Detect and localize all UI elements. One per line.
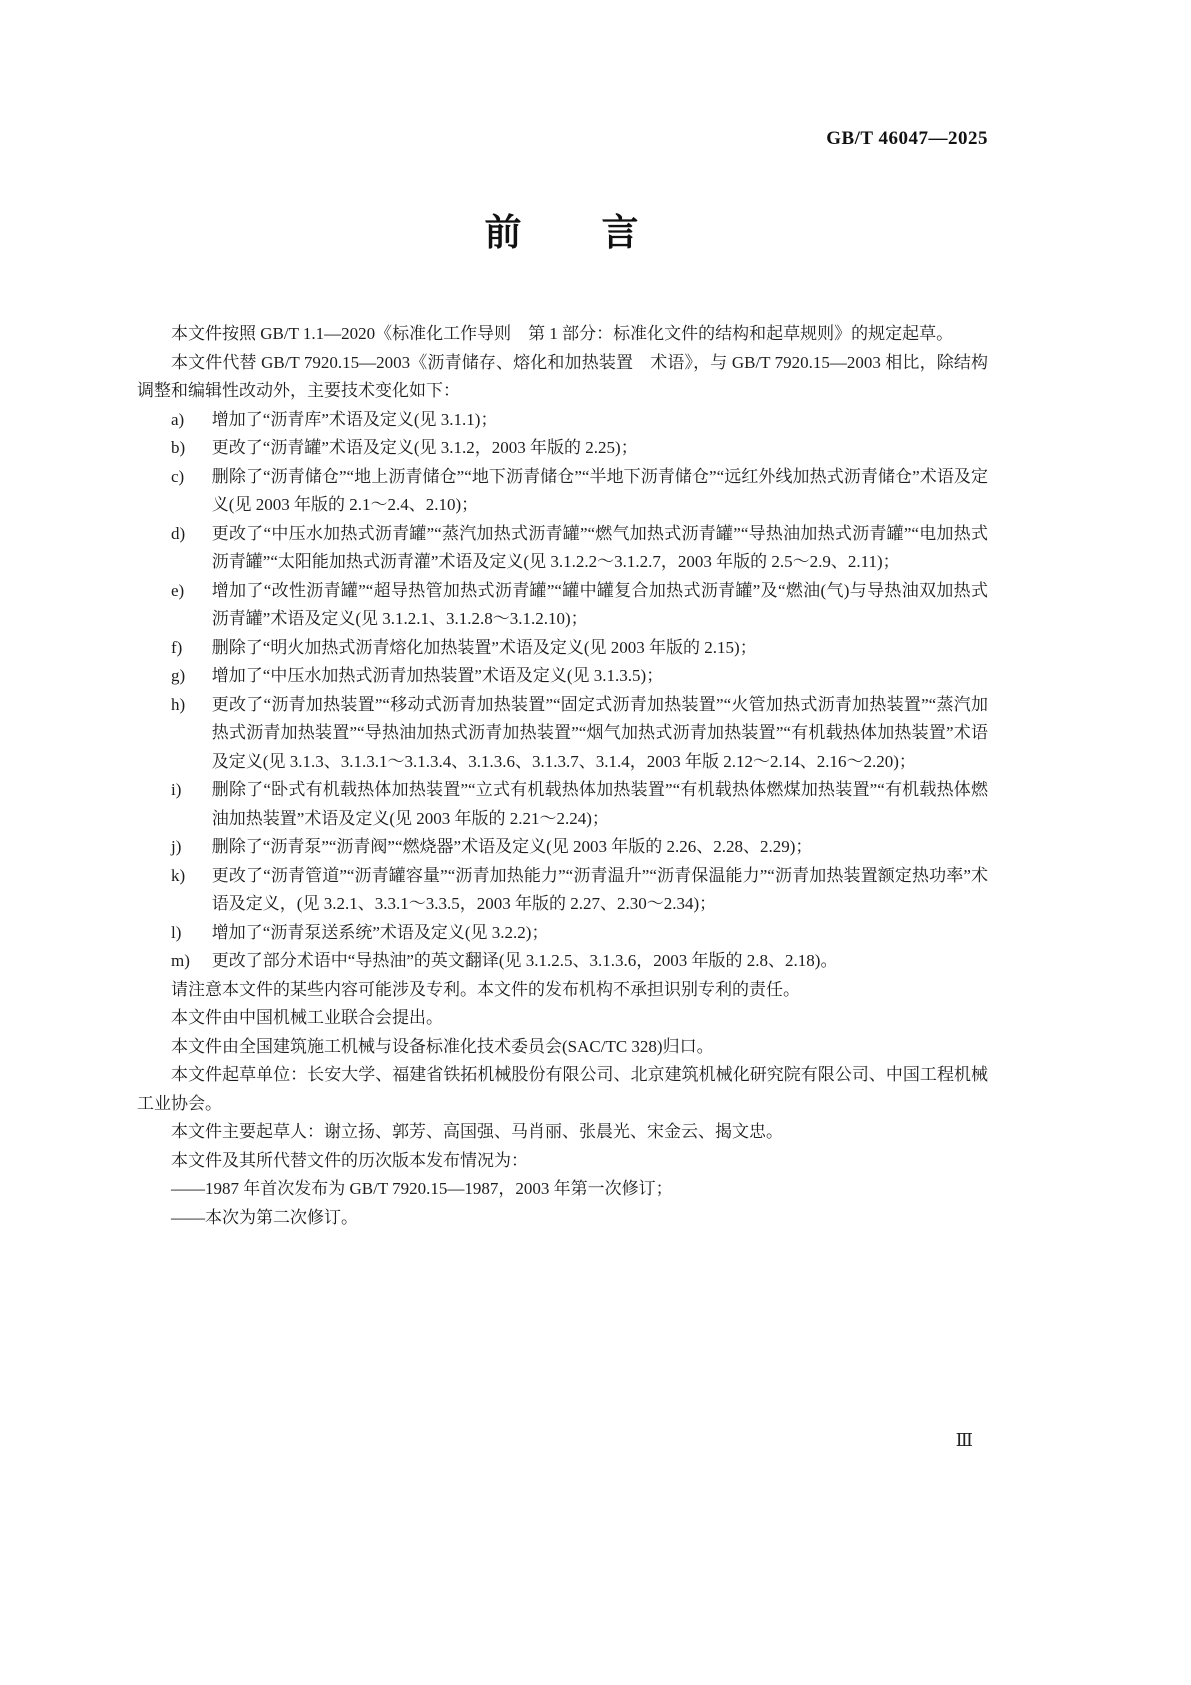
list-item-text: 删除了“卧式有机载热体加热装置”“立式有机载热体加热装置”“有机载热体燃煤加热装置”“有机载热体燃油加热装置”术语及定义(见 2003 年版的 2.21～2.24)； bbox=[211, 780, 988, 828]
list-item-text: 更改了“中压水加热式沥青罐”“蒸汽加热式沥青罐”“燃气加热式沥青罐”“导热油加热式沥青罐”“电加热式沥青罐”“太阳能加热式沥青灌”术语及定义(见 3.1.2.2～3.1.2.7，2003 年版的 2.5～2.9、2.11)； bbox=[211, 523, 988, 571]
list-item-text: 删除了“沥青储仓”“地上沥青储仓”“地下沥青储仓”“半地下沥青储仓”“远红外线加热式沥青储仓”术语及定义(见 2003 年版的 2.1～2.4、2.10)； bbox=[211, 466, 988, 514]
list-item bbox=[137, 520, 988, 577]
list-item bbox=[137, 776, 988, 833]
list-item-text: 删除了“沥青泵”“沥青阀”“燃烧器”术语及定义(见 2003 年版的 2.26、2.28、2.29)； bbox=[211, 837, 813, 856]
list-item-text: 删除了“明火加热式沥青熔化加热装置”术语及定义(见 2003 年版的 2.15)； bbox=[211, 637, 757, 657]
history-item: ——本次为第二次修订。 bbox=[171, 1207, 358, 1227]
list-item-label: e) bbox=[171, 580, 185, 600]
list-item-label: a) bbox=[171, 409, 185, 429]
history-item: ——1987 年首次发布为 GB/T 7920.15—1987，2003 年第一次修订； bbox=[171, 1179, 673, 1198]
drafting-units: 本文件起草单位：长安大学、福建省铁拓机械股份有限公司、北京建筑机械化研究院有限公司、中国工程机械工业协会。 bbox=[137, 1065, 988, 1113]
drafters: 本文件主要起草人：谢立扬、郭芳、高国强、马肖丽、张晨光、宋金云、揭文忠。 bbox=[171, 1122, 783, 1141]
list-item-label: g) bbox=[171, 666, 186, 685]
list-item-label: k) bbox=[171, 865, 186, 885]
list-item bbox=[137, 691, 988, 777]
list-item-label: h) bbox=[171, 694, 186, 714]
list-item-label: c) bbox=[171, 466, 185, 486]
list-item-label: i) bbox=[171, 780, 182, 799]
list-item-text: 更改了“沥青管道”“沥青罐容量”“沥青加热能力”“沥青温升”“沥青保温能力”“沥青加热装置额定热功率”术语及定义，(见 3.2.1、3.3.1～3.3.5，2003 年版的 2.27、2.30～2.34)； bbox=[211, 865, 988, 913]
list-item bbox=[137, 434, 988, 463]
intro-paragraph-2: 本文件代替 GB/T 7920.15—2003《沥青储存、熔化和加热装置 术语》，与 GB/T 7920.15—2003 相比，除结构调整和编辑性改动外，主要技术变化如下： bbox=[137, 352, 988, 400]
list-item-label: j) bbox=[171, 837, 182, 856]
committee-statement: 本文件由全国建筑施工机械与设备标准化技术委员会(SAC/TC 328)归口。 bbox=[171, 1036, 714, 1056]
list-item-label: d) bbox=[171, 523, 186, 543]
list-item-text: 增加了“中压水加热式沥青加热装置”术语及定义(见 3.1.3.5)； bbox=[211, 666, 664, 685]
list-item bbox=[137, 406, 988, 435]
list-item bbox=[137, 662, 988, 691]
list-item bbox=[137, 634, 988, 663]
list-item-label: m) bbox=[171, 951, 190, 970]
intro-paragraph-1: 本文件按照 GB/T 1.1—2020《标准化工作导则 第 1 部分：标准化文件的结构和起草规则》的规定起草。 bbox=[171, 324, 954, 343]
list-item bbox=[137, 463, 988, 520]
page-title: 前 言 bbox=[484, 213, 641, 254]
list-item-text: 增加了“沥青泵送系统”术语及定义(见 3.2.2)； bbox=[211, 922, 549, 942]
proposer-statement: 本文件由中国机械工业联合会提出。 bbox=[171, 1008, 443, 1027]
doc-number: GB/T 46047—2025 bbox=[826, 128, 988, 149]
list-item-text: 更改了部分术语中“导热油”的英文翻译(见 3.1.2.5、3.1.3.6，2003 年版的 2.8、2.18)。 bbox=[211, 951, 838, 970]
list-item bbox=[137, 862, 988, 919]
page-number: Ⅲ bbox=[955, 1430, 973, 1450]
list-item bbox=[137, 577, 988, 634]
history-intro: 本文件及其所代替文件的历次版本发布情况为： bbox=[171, 1150, 528, 1170]
list-item-text: 增加了“改性沥青罐”“超导热管加热式沥青罐”“罐中罐复合加热式沥青罐”及“燃油(气)与导热油双加热式沥青罐”术语及定义(见 3.1.2.1、3.1.2.8～3.1.2.10)； bbox=[211, 580, 988, 628]
list-item-label: l) bbox=[171, 922, 182, 942]
document-body bbox=[137, 320, 988, 1232]
patent-notice: 请注意本文件的某些内容可能涉及专利。本文件的发布机构不承担识别专利的责任。 bbox=[171, 979, 800, 999]
list-item-text: 更改了“沥青加热装置”“移动式沥青加热装置”“固定式沥青加热装置”“火管加热式沥青加热装置”“蒸汽加热式沥青加热装置”“导热油加热式沥青加热装置”“烟气加热式沥青加热装置”“有机载热体加热装置”术语及定义(见 3.1.3、3.1.3.1～3.1.3.4、3.1.3.6、3.1.3.7、3.1.4，2003 年版 2.12～2.14、2.16～2.20)； bbox=[211, 694, 988, 771]
list-item-label: f) bbox=[171, 637, 183, 657]
list-item bbox=[137, 919, 988, 948]
list-item bbox=[137, 947, 988, 976]
list-item-text: 增加了“沥青库”术语及定义(见 3.1.1)； bbox=[211, 409, 498, 429]
list-item bbox=[137, 833, 988, 862]
list-item-label: b) bbox=[171, 438, 186, 457]
list-item-text: 更改了“沥青罐”术语及定义(见 3.1.2，2003 年版的 2.25)； bbox=[211, 438, 638, 457]
